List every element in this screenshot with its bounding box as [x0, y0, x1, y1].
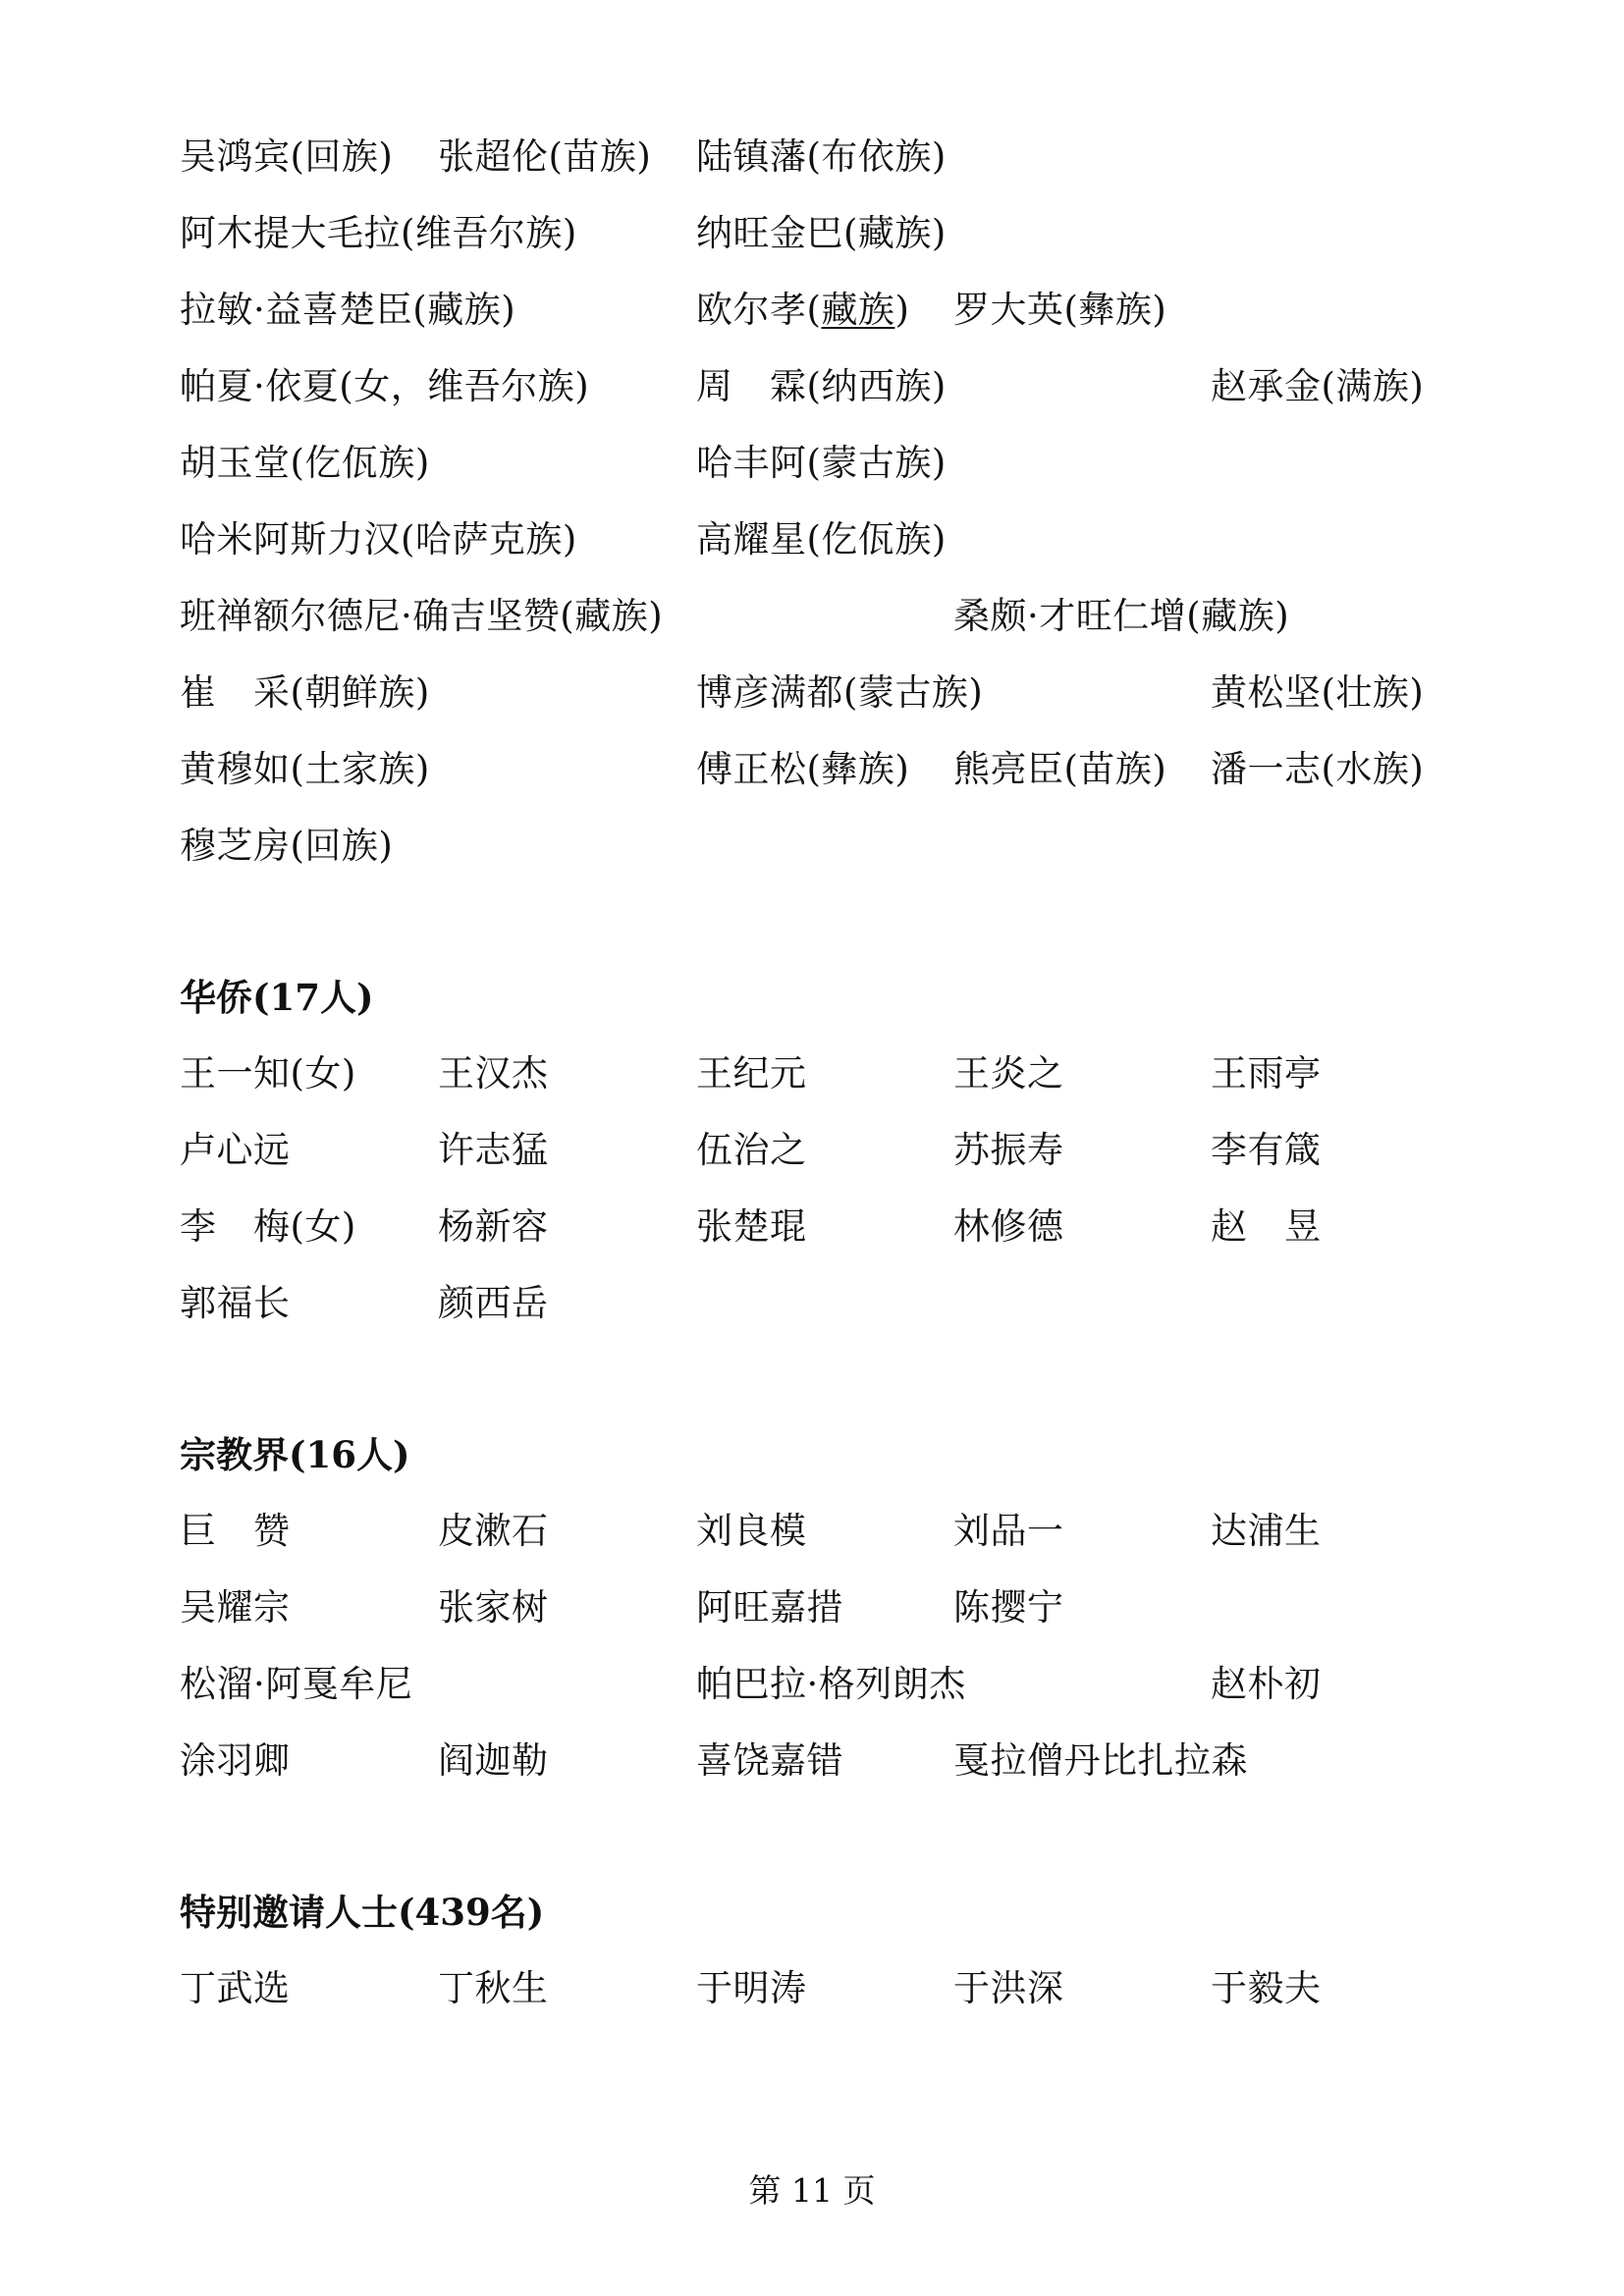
name-entry: 吴鸿宾(回族)	[180, 135, 394, 178]
section-heading-overseas-chinese: 华侨(17人)	[180, 976, 374, 1019]
name-row	[0, 1044, 1624, 1103]
name-entry: 颜西岳	[438, 1282, 549, 1324]
name-row	[0, 817, 1624, 876]
name-entry: 于洪深	[953, 1967, 1064, 2009]
name-row	[0, 1502, 1624, 1561]
name-row	[0, 434, 1624, 493]
name-entry: 黄松坚(壮族)	[1211, 671, 1425, 714]
name-entry: 帕巴拉·格列朗杰	[696, 1663, 966, 1705]
name-entry: 潘一志(水族)	[1211, 748, 1425, 790]
name-entry: 巨 赞	[180, 1510, 291, 1552]
name-entry: 阿木提大毛拉(维吾尔族)	[180, 212, 577, 254]
name-entry: 于毅夫	[1211, 1967, 1322, 2009]
name-row	[0, 740, 1624, 799]
name-entry: 博彦满都(蒙古族)	[696, 671, 984, 714]
name-entry: 戛拉僧丹比扎拉森	[953, 1739, 1248, 1782]
name-entry: 纳旺金巴(藏族)	[696, 212, 947, 254]
name-entry: 黄穆如(土家族)	[180, 748, 430, 790]
name-entry: 张家树	[438, 1586, 549, 1629]
name-entry: 赵朴初	[1211, 1663, 1322, 1705]
name-row	[0, 664, 1624, 722]
name-row	[0, 128, 1624, 187]
section-heading-religious: 宗教界(16人)	[180, 1433, 410, 1476]
name-entry: 罗大英(彝族)	[953, 289, 1167, 331]
name-entry: 吴耀宗	[180, 1586, 291, 1629]
name-entry: 李有箴	[1211, 1129, 1322, 1171]
name-entry: 郭福长	[180, 1282, 291, 1324]
name-entry: 达浦生	[1211, 1510, 1322, 1552]
underlined-ethnicity: 藏族	[821, 289, 895, 331]
name-entry: 林修德	[953, 1205, 1064, 1248]
name-entry: 丁秋生	[438, 1967, 549, 2009]
name-entry: 王汉杰	[438, 1052, 549, 1095]
name-entry: 哈丰阿(蒙古族)	[696, 442, 947, 484]
name-entry: 丁武选	[180, 1967, 291, 2009]
name-entry: 皮漱石	[438, 1510, 549, 1552]
section-heading-special-invitees: 特别邀请人士(439名)	[180, 1891, 545, 1934]
name-entry: 桑颇·才旺仁增(藏族)	[953, 595, 1290, 637]
name-row	[0, 1732, 1624, 1790]
name-row	[0, 1655, 1624, 1714]
name-entry: 涂羽卿	[180, 1739, 291, 1782]
name-entry: 周 霖(纳西族)	[696, 365, 947, 407]
name-entry: 阿旺嘉措	[696, 1586, 843, 1629]
name-entry: 伍治之	[696, 1129, 807, 1171]
name-entry: 许志猛	[438, 1129, 549, 1171]
name-entry	[696, 281, 909, 340]
name-entry: 喜饶嘉错	[696, 1739, 843, 1782]
name-entry: 哈米阿斯力汉(哈萨克族)	[180, 518, 577, 561]
name-row	[0, 1274, 1624, 1333]
name-entry: 卢心远	[180, 1129, 291, 1171]
name-row	[0, 1959, 1624, 2018]
name-entry: 张楚琨	[696, 1205, 807, 1248]
name-entry: 阎迦勒	[438, 1739, 549, 1782]
name-entry: 张超伦(苗族)	[438, 135, 652, 178]
name-entry: 杨新容	[438, 1205, 549, 1248]
name-row	[0, 204, 1624, 263]
name-entry: 王一知(女)	[180, 1052, 356, 1095]
name-entry: 穆芝房(回族)	[180, 825, 394, 867]
name-entry: 傅正松(彝族)	[696, 748, 910, 790]
name-entry: 苏振寿	[953, 1129, 1064, 1171]
name-entry: 胡玉堂(仡佤族)	[180, 442, 430, 484]
name-row	[0, 1121, 1624, 1180]
name-entry: 于明涛	[696, 1967, 807, 2009]
name-row	[0, 587, 1624, 646]
name-entry: 王炎之	[953, 1052, 1064, 1095]
name-entry: 班禅额尔德尼·确吉坚赞(藏族)	[180, 595, 664, 637]
name-entry: 陈撄宁	[953, 1586, 1064, 1629]
name-entry: 高耀星(仡佤族)	[696, 518, 947, 561]
page-number: 第 11 页	[748, 2171, 876, 2210]
name-row	[0, 1198, 1624, 1256]
name-entry: 松溜·阿戛牟尼	[180, 1663, 413, 1705]
name-entry: 崔 采(朝鲜族)	[180, 671, 430, 714]
name-row	[0, 281, 1624, 340]
name-entry: 赵承金(满族)	[1211, 365, 1425, 407]
name-entry: 熊亮臣(苗族)	[953, 748, 1167, 790]
name-entry: 拉敏·益喜楚臣(藏族)	[180, 289, 516, 331]
name-entry: 陆镇藩(布依族)	[696, 135, 947, 178]
name-text: 欧尔孝(	[696, 289, 822, 331]
name-entry: 帕夏·依夏(女，维吾尔族)	[180, 365, 590, 407]
name-row	[0, 1578, 1624, 1637]
name-entry: 王雨亭	[1211, 1052, 1322, 1095]
name-entry: 刘良模	[696, 1510, 807, 1552]
name-text: )	[894, 289, 910, 331]
name-entry: 王纪元	[696, 1052, 807, 1095]
name-row	[0, 510, 1624, 569]
name-row	[0, 357, 1624, 416]
name-entry: 赵 昱	[1211, 1205, 1322, 1248]
name-entry: 刘品一	[953, 1510, 1064, 1552]
name-entry: 李 梅(女)	[180, 1205, 356, 1248]
